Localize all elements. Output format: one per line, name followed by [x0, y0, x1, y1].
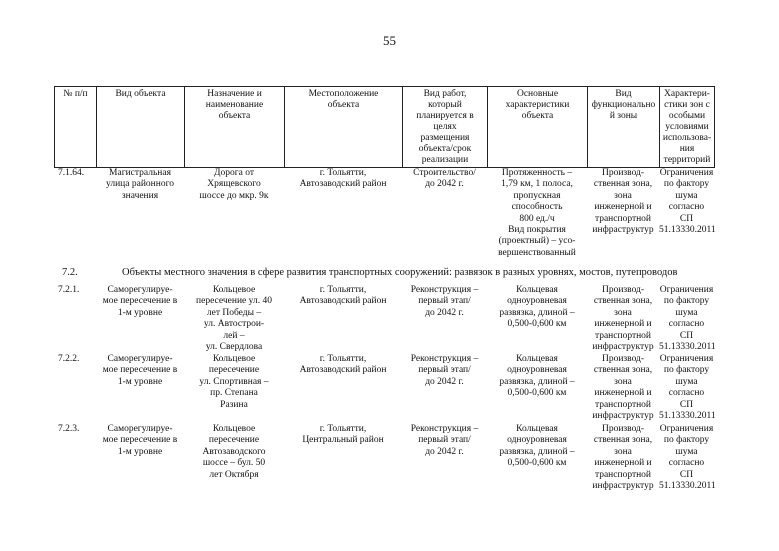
cell-line: до 2042 г.: [425, 376, 464, 387]
header-line: Местоположение: [308, 89, 379, 99]
header-col-zone: [588, 87, 660, 168]
header-line: территорий: [663, 155, 711, 165]
cell-line: вершенствованный: [498, 247, 576, 258]
cell-line: Автозаводский район: [299, 365, 387, 376]
cell-line: ул. Свердлова: [205, 342, 263, 353]
header-line: наименование: [205, 100, 264, 110]
cell-line: транспортной: [594, 469, 652, 480]
cell-line: СП: [679, 213, 694, 224]
page-number: 55: [383, 33, 396, 48]
cell-line: транспортной: [594, 399, 652, 410]
cell-line: мое пересечение в: [102, 435, 178, 446]
cell-location: [284, 424, 402, 447]
table-header: [54, 86, 715, 168]
cell-line: 800 ед./ч: [519, 213, 555, 224]
cell-line: согласно: [668, 458, 705, 469]
cell-line: ственная зона,: [593, 179, 653, 190]
cell-line: Хрящевского: [207, 179, 261, 190]
header-line: целях: [433, 122, 457, 132]
cell-line: мое пересечение в: [102, 365, 178, 376]
section-number: 7.2.: [62, 267, 78, 278]
cell-line: Центральный район: [302, 435, 384, 446]
header-line: объекта: [218, 111, 251, 121]
cell-line: шоссе – бул. 50: [202, 458, 266, 469]
cell-line: 0,500-0,600 км: [507, 388, 567, 399]
cell-line: Реконструкция –: [410, 354, 479, 364]
header-line: Вид работ,: [423, 89, 467, 99]
cell-line: Кольцевое: [212, 424, 256, 434]
cell-line: Ограничения: [659, 424, 714, 434]
cell-line: пересечение: [208, 365, 260, 376]
header-line: Вид: [615, 89, 632, 99]
cell-line: по фактору: [663, 435, 710, 446]
cell-line: пересечение ул. 40: [196, 296, 272, 307]
cell-line: зона: [614, 307, 632, 318]
cell-zone: [587, 285, 659, 353]
cell-line: одноуровневая: [507, 365, 567, 376]
header-col-location: [285, 87, 403, 168]
cell-line: Автозаводского: [202, 446, 266, 457]
cell-line: ственная зона,: [593, 296, 653, 307]
cell-line: транспортной: [594, 213, 652, 224]
cell-line: ул. Автострои-: [203, 319, 265, 330]
cell-works: [402, 424, 487, 458]
cell-line: Автозаводский район: [299, 179, 387, 190]
cell-restrictions: [659, 354, 714, 422]
cell-num: 7.2.3.: [58, 424, 80, 434]
cell-num: 7.2.2.: [58, 354, 80, 364]
cell-line: СП: [679, 399, 694, 410]
cell-works: [402, 285, 487, 319]
cell-line: шума: [675, 307, 698, 318]
header-line: использова-: [662, 133, 712, 143]
cell-line: 0,500-0,600 км: [507, 319, 567, 330]
cell-location: [284, 168, 402, 191]
cell-line: транспортной: [594, 330, 652, 341]
cell-line: 1-м уровне: [117, 307, 163, 318]
cell-line: Кольцевое: [212, 354, 256, 364]
cell-line: Строительство/: [413, 168, 476, 178]
header-line: стики зон с: [664, 100, 710, 110]
cell-type: [96, 354, 184, 388]
header-line: характеристики: [505, 100, 570, 110]
header-line: реализации: [421, 155, 469, 165]
header-line: й зоны: [609, 111, 638, 121]
cell-line: лет Победы –: [206, 307, 262, 318]
cell-line: шума: [675, 190, 698, 201]
cell-line: шума: [675, 446, 698, 457]
header-col-object-type: [97, 87, 185, 168]
cell-line: Саморегулируе-: [107, 354, 173, 364]
cell-line: улица районного: [106, 179, 174, 190]
header-line: объекта/срок: [418, 144, 472, 154]
cell-line: Магистральная: [109, 168, 171, 178]
cell-line: до 2042 г.: [425, 179, 464, 190]
cell-type: [96, 285, 184, 319]
cell-line: Ограничения: [659, 354, 714, 364]
cell-zone: [587, 168, 659, 236]
cell-line: до 2042 г.: [425, 307, 464, 318]
cell-line: Кольцевая: [516, 354, 558, 364]
cell-line: ственная зона,: [593, 365, 653, 376]
cell-restrictions: [659, 424, 714, 492]
cell-line: инфраструктур: [592, 411, 654, 422]
cell-line: Кольцевая: [516, 424, 558, 434]
cell-specs: [487, 285, 587, 331]
cell-line: развязка, длиной –: [499, 446, 575, 457]
cell-line: Автозаводский район: [299, 296, 387, 307]
cell-line: по фактору: [663, 296, 710, 307]
cell-line: ственная зона,: [593, 435, 653, 446]
cell-line: значения: [121, 190, 159, 201]
header-line: размещения: [420, 133, 470, 143]
cell-line: Кольцевое: [212, 285, 256, 295]
cell-line: 51.13330.2011: [659, 481, 716, 492]
cell-line: СП: [679, 469, 694, 480]
cell-location: [284, 354, 402, 377]
header-line: функционально: [591, 100, 656, 110]
cell-line: зона: [614, 446, 632, 457]
cell-line: пр. Степана: [210, 388, 258, 399]
cell-line: согласно: [668, 202, 705, 213]
cell-line: Ограничения: [659, 285, 714, 295]
cell-line: первый этап/: [418, 365, 471, 376]
cell-restrictions: [659, 168, 714, 236]
cell-line: 0,500-0,600 км: [507, 458, 567, 469]
cell-line: шоссе до мкр. 9к: [199, 190, 269, 201]
cell-line: Производ-: [601, 354, 645, 364]
header-line: объекта: [327, 100, 360, 110]
cell-line: инженерной и: [594, 388, 652, 399]
header-line: ния: [679, 144, 695, 154]
cell-line: первый этап/: [418, 435, 471, 446]
cell-line: Дорога от: [214, 168, 254, 178]
cell-line: Производ-: [601, 285, 645, 295]
cell-line: Реконструкция –: [410, 424, 479, 434]
cell-line: 51.13330.2011: [659, 225, 716, 236]
cell-num: 7.1.64.: [58, 168, 85, 178]
cell-line: по фактору: [663, 179, 710, 190]
cell-line: лей –: [223, 330, 245, 341]
cell-line: Производ-: [601, 168, 645, 178]
cell-line: г. Тольятти,: [319, 354, 367, 364]
cell-line: Реконструкция –: [410, 285, 479, 295]
header-line: который: [428, 100, 462, 110]
cell-line: согласно: [668, 319, 705, 330]
cell-line: 1,79 км, 1 полоса,: [501, 179, 573, 190]
cell-zone: [587, 354, 659, 422]
cell-line: шума: [675, 376, 698, 387]
header-line: объекта: [521, 111, 554, 121]
cell-type: [96, 424, 184, 458]
header-line: Вид объекта: [115, 89, 166, 99]
header-col-restrictions: [660, 87, 715, 168]
cell-line: инфраструктур: [592, 342, 654, 353]
cell-num: 7.2.1.: [58, 285, 80, 295]
cell-line: инфраструктур: [592, 225, 654, 236]
cell-line: Ограничения: [659, 168, 714, 178]
cell-line: Вид покрытия: [508, 225, 566, 236]
cell-name: [184, 168, 284, 202]
cell-line: зона: [614, 190, 632, 201]
cell-location: [284, 285, 402, 308]
cell-works: [402, 354, 487, 388]
cell-type: [96, 168, 184, 202]
header-col-purpose-name: [185, 87, 285, 168]
header-line: Основные: [516, 89, 559, 99]
cell-name: [184, 424, 284, 481]
cell-line: СП: [679, 330, 694, 341]
header-col-number: [55, 87, 97, 168]
header-col-works: [403, 87, 488, 168]
cell-line: пересечение: [208, 435, 260, 446]
cell-line: пропускная: [513, 190, 561, 201]
cell-line: инженерной и: [594, 202, 652, 213]
header-col-characteristics: [488, 87, 588, 168]
cell-works: [402, 168, 487, 191]
header-line: условиями: [665, 122, 709, 132]
cell-line: развязка, длиной –: [499, 376, 575, 387]
cell-line: Саморегулируе-: [107, 424, 173, 434]
cell-specs: [487, 168, 587, 259]
cell-line: развязка, длиной –: [499, 307, 575, 318]
cell-line: 51.13330.2011: [659, 411, 716, 422]
header-line: Назначение и: [207, 89, 262, 99]
header-line: особыми: [668, 111, 706, 121]
cell-line: г. Тольятти,: [319, 424, 367, 434]
cell-line: ул. Спортивная –: [199, 376, 269, 387]
cell-specs: [487, 354, 587, 400]
cell-line: Разина: [220, 399, 248, 410]
cell-line: способность: [511, 202, 563, 213]
cell-restrictions: [659, 285, 714, 353]
cell-line: инженерной и: [594, 458, 652, 469]
cell-line: одноуровневая: [507, 435, 567, 446]
cell-name: [184, 285, 284, 353]
cell-line: Саморегулируе-: [107, 285, 173, 295]
cell-line: одноуровневая: [507, 296, 567, 307]
cell-line: лет Октября: [209, 469, 259, 480]
cell-line: инфраструктур: [592, 481, 654, 492]
header-line: Характери-: [664, 89, 710, 99]
cell-specs: [487, 424, 587, 470]
cell-line: 1-м уровне: [117, 446, 163, 457]
cell-line: г. Тольятти,: [319, 168, 367, 178]
cell-name: [184, 354, 284, 411]
cell-line: Производ-: [601, 424, 645, 434]
cell-line: инженерной и: [594, 319, 652, 330]
header-line: № п/п: [63, 89, 88, 99]
cell-line: (проектный) – усо-: [498, 236, 576, 247]
cell-line: до 2042 г.: [425, 446, 464, 457]
cell-line: Протяженность –: [501, 168, 573, 178]
cell-line: первый этап/: [418, 296, 471, 307]
cell-line: Кольцевая: [516, 285, 558, 295]
cell-line: по фактору: [663, 365, 710, 376]
cell-line: г. Тольятти,: [319, 285, 367, 295]
header-line: планируется в: [416, 111, 474, 121]
cell-line: зона: [614, 376, 632, 387]
cell-zone: [587, 424, 659, 492]
section-title: Объекты местного значения в сфере развития транспортных сооружений: развязок в разных уровнях, мостов, путепроводов: [122, 267, 678, 278]
cell-line: 51.13330.2011: [659, 342, 716, 353]
cell-line: 1-м уровне: [117, 376, 163, 387]
cell-line: согласно: [668, 388, 705, 399]
cell-line: мое пересечение в: [102, 296, 178, 307]
